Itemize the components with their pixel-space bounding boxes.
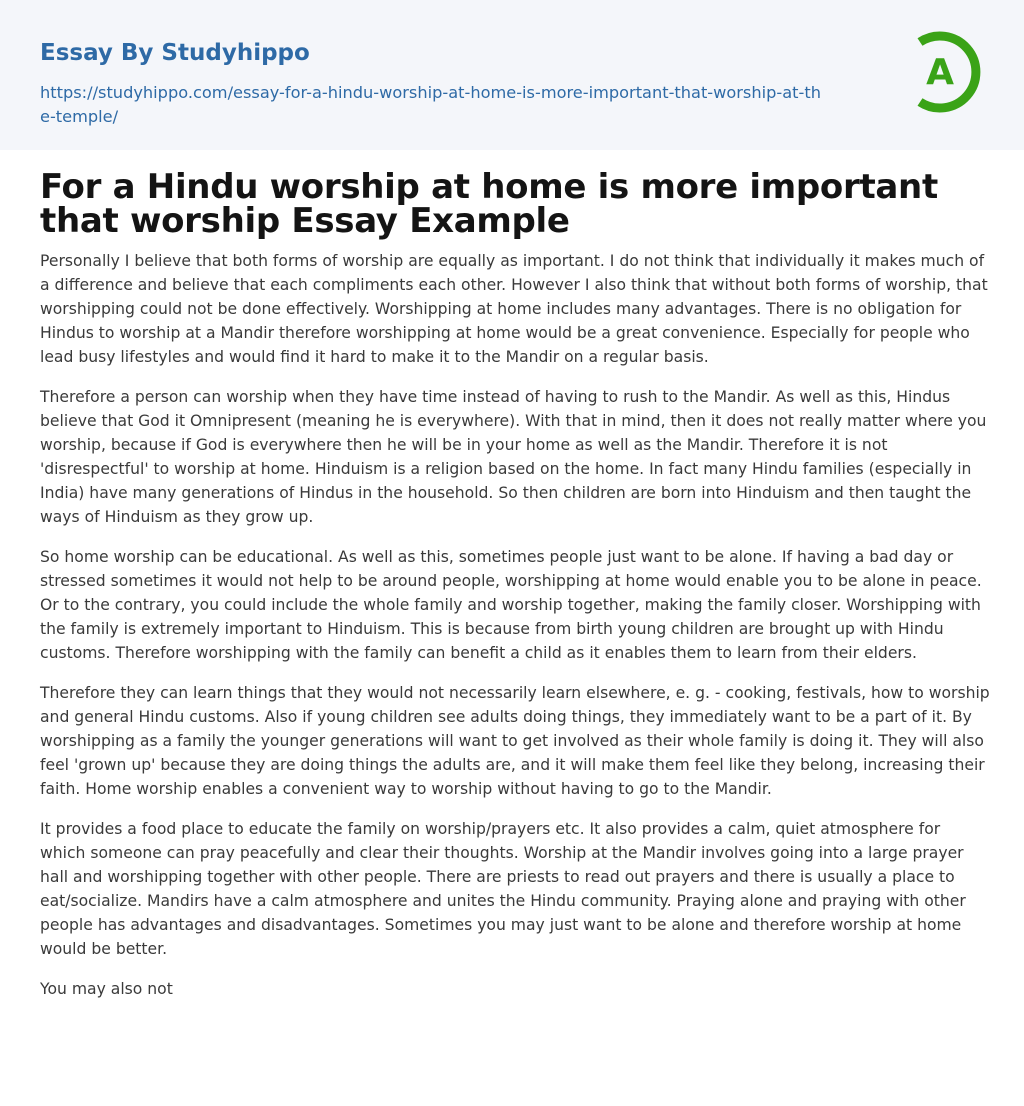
paragraph-5: It provides a food place to educate the family on worship/prayers etc. It also provides a calm, quiet atmosphere for which someone can pray peacefully and clear their thoughts. Worship at the Mandir involves going into a large prayer hall and worshipping together with other people. There are priests to read out prayers and there is usually a place to eat/socialize. Mandirs have a calm atmosphere and unites the Hindu community. Praying alone and praying with other people has advantages and disadvantages. Sometimes you may just want to be alone and therefore worship at home would be better. [40, 820, 966, 958]
article-body [40, 249, 990, 1017]
site-header [0, 0, 1024, 150]
logo-letter: A [926, 52, 954, 93]
site-brand[interactable]: Essay By Studyhippo [40, 40, 310, 66]
essay-url-link[interactable]: https://studyhippo.com/essay-for-a-hindu-worship-at-home-is-more-important-that-worship-at-the-temple/ [40, 83, 821, 126]
paragraph-2: Therefore a person can worship when they have time instead of having to rush to the Mandir. As well as this, Hindus believe that God it Omnipresent (meaning he is everywhere). With that in mind, then it does not really matter where you worship, because if God is everywhere then he will be in your home as well as the Mandir. Therefore it is not 'disrespectful' to worship at home. Hinduism is a religion based on the home. In fact many Hindu families (especially in India) have many generations of Hindus in the household. So then children are born into Hinduism and then taught the ways of Hinduism as they grow up. [40, 388, 987, 526]
studyhippo-logo-icon[interactable] [908, 28, 988, 116]
paragraph-1: Personally I believe that both forms of worship are equally as important. I do not think that individually it makes much of a difference and believe that each compliments each other. However I also think that without both forms of worship, that worshipping could not be done effectively. Worshipping at home includes many advantages. There is no obligation for Hindus to worship at a Mandir therefore worshipping at home would be a great convenience. Especially for people who lead busy lifestyles and would find it hard to make it to the Mandir on a regular basis. [40, 252, 988, 366]
page-title: For a Hindu worship at home is more important that worship Essay Example [40, 167, 938, 241]
paragraph-4: Therefore they can learn things that they would not necessarily learn elsewhere, e. g. - cooking, festivals, how to worship and general Hindu customs. Also if young children see adults doing things, they immediately want to be a part of it. By worshipping as a family the younger generations will want to get involved as their whole family is doing it. They will also feel 'grown up' because they are doing things the adults are, and it will make them feel like they belong, increasing their faith. Home worship enables a convenient way to worship without having to go to the Mandir. [40, 684, 990, 798]
paragraph-6: You may also not [40, 980, 173, 998]
paragraph-3: So home worship can be educational. As well as this, sometimes people just want to be alone. If having a bad day or stressed sometimes it would not help to be around people, worshipping at home would enable you to be alone in peace. Or to the contrary, you could include the whole family and worship together, making the family closer. Worshipping with the family is extremely important to Hinduism. This is because from birth young children are brought up with Hindu customs. Therefore worshipping with the family can benefit a child as it enables them to learn from their elders. [40, 548, 982, 662]
